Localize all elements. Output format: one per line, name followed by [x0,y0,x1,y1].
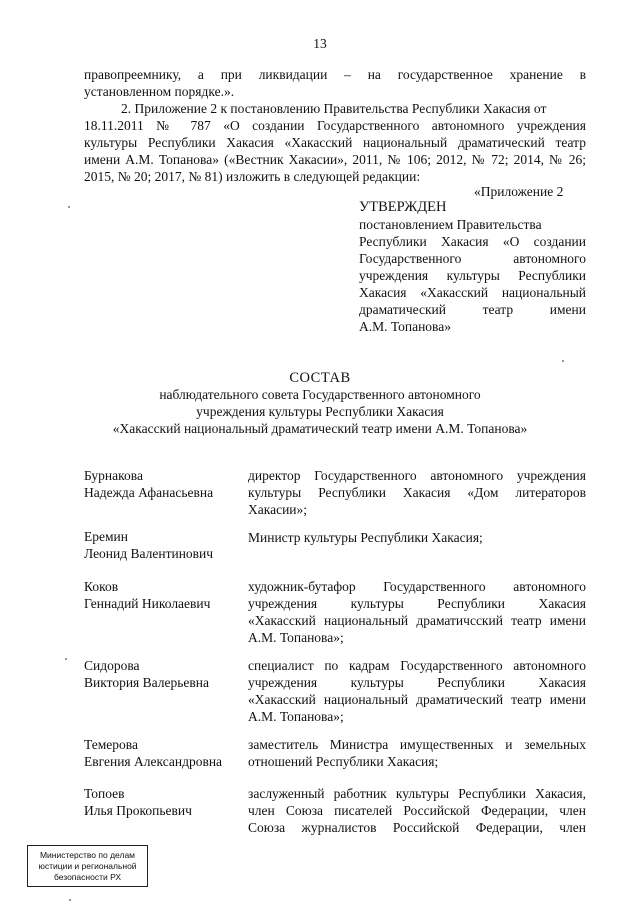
member-description-line: культуры Республики Хакасия «Дом литераторов [248,485,586,500]
ministry-registration-stamp [27,845,148,887]
page-number: 13 [313,36,327,51]
member-given-name: Леонид Валентинович [84,546,214,561]
composition-subtitle-2: учреждения культуры Республики Хакасия [196,404,444,419]
member-description-line: заслуженный работник культуры Республики Хакасия, [248,786,586,801]
member-surname: Еремин [84,529,128,544]
scan-speck [65,658,67,660]
member-surname: Сидорова [84,658,140,673]
member-description-line: Хакасии»; [248,502,308,517]
member-description-line: член Союза писателей Российской Федерации, член [248,803,586,818]
approval-line-6: драматический театр имени [359,302,586,317]
intro-line-1: правопреемнику, а при ликвидации – на государственное хранение в [84,67,586,82]
member-given-name: Илья Прокопьевич [84,803,192,818]
member-description-line: А.М. Топанова»; [248,709,344,724]
composition-title: СОСТАВ [289,370,351,386]
member-description-line: А.М. Топанова»; [248,630,344,645]
member-description-line: «Хакасский национальный драматичсский театр имени [248,613,586,628]
member-surname: Коков [84,579,119,594]
amendment-line-5: 2015, № 20; 2017, № 81) изложить в следующей редакции: [84,169,421,184]
intro-line-2: установленном порядке.». [84,84,235,99]
scan-speck [69,899,71,901]
member-surname: Топоев [84,786,125,801]
amendment-line-3: культуры Республики Хакасия «Хакасский национальный драматический театр [84,135,586,150]
approval-line-2: Республики Хакасия «О создании [359,234,586,249]
stamp-line-1: Министерство по делам [39,850,136,860]
member-given-name: Надежда Афанасьевна [84,485,214,500]
approved-heading: УТВЕРЖДЕН [359,199,447,215]
stamp-line-3: безопасности РХ [53,872,122,882]
member-description-line: заместитель Министра имущественных и земельных [248,737,586,752]
member-description-line: отношений Республики Хакасия; [248,754,439,769]
member-description-line: «Хакасский национальный драматический театр имени [248,692,586,707]
approval-line-4: учреждения культуры Республики [359,268,586,283]
composition-subtitle-3: «Хакасский национальный драматический театр имени А.М. Топанова» [112,421,528,436]
appendix-label: «Приложение 2 [474,184,564,199]
member-given-name: Геннадий Николаевич [84,596,211,611]
member-description-line: Союза журналистов Российской Федерации, член [248,820,586,835]
member-description-line: учреждения культуры Республики Хакасия [248,675,586,690]
approval-line-3: Государственного автономного [359,251,586,266]
member-description-line: художник-бутафор Государственного автономного [248,579,586,594]
member-surname: Бурнакова [84,468,143,483]
member-given-name: Евгения Александровна [84,754,223,769]
member-given-name: Виктория Валерьевна [84,675,209,690]
approval-line-1: постановлением Правительства [359,217,542,232]
member-surname: Темерова [84,737,138,752]
member-description-line: специалист по кадрам Государственного автономного [248,658,586,673]
scan-speck [68,206,70,208]
member-description-line: учреждения культуры Республики Хакасия [248,596,586,611]
member-description-line: Министр культуры Республики Хакасия; [248,530,483,545]
stamp-line-2: юстиции и региональной [38,861,137,871]
member-description-line: директор Государственного автономного учреждения [248,468,586,483]
approval-line-7: А.М. Топанова» [359,319,451,334]
composition-subtitle-1: наблюдательного совета Государственного автономного [159,387,481,402]
amendment-line-1: 2. Приложение 2 к постановлению Правительства Республики Хакасия от [121,101,547,116]
amendment-line-4: имени А.М. Топанова» («Вестник Хакасии», 2011, № 106; 2012, № 72; 2014, № 26; [84,152,586,167]
approval-line-5: Хакасия «Хакасский национальный [359,285,586,300]
amendment-line-2: 18.11.2011 № 787 «О создании Государственного автономного учреждения [84,118,586,133]
scan-speck [562,360,564,362]
